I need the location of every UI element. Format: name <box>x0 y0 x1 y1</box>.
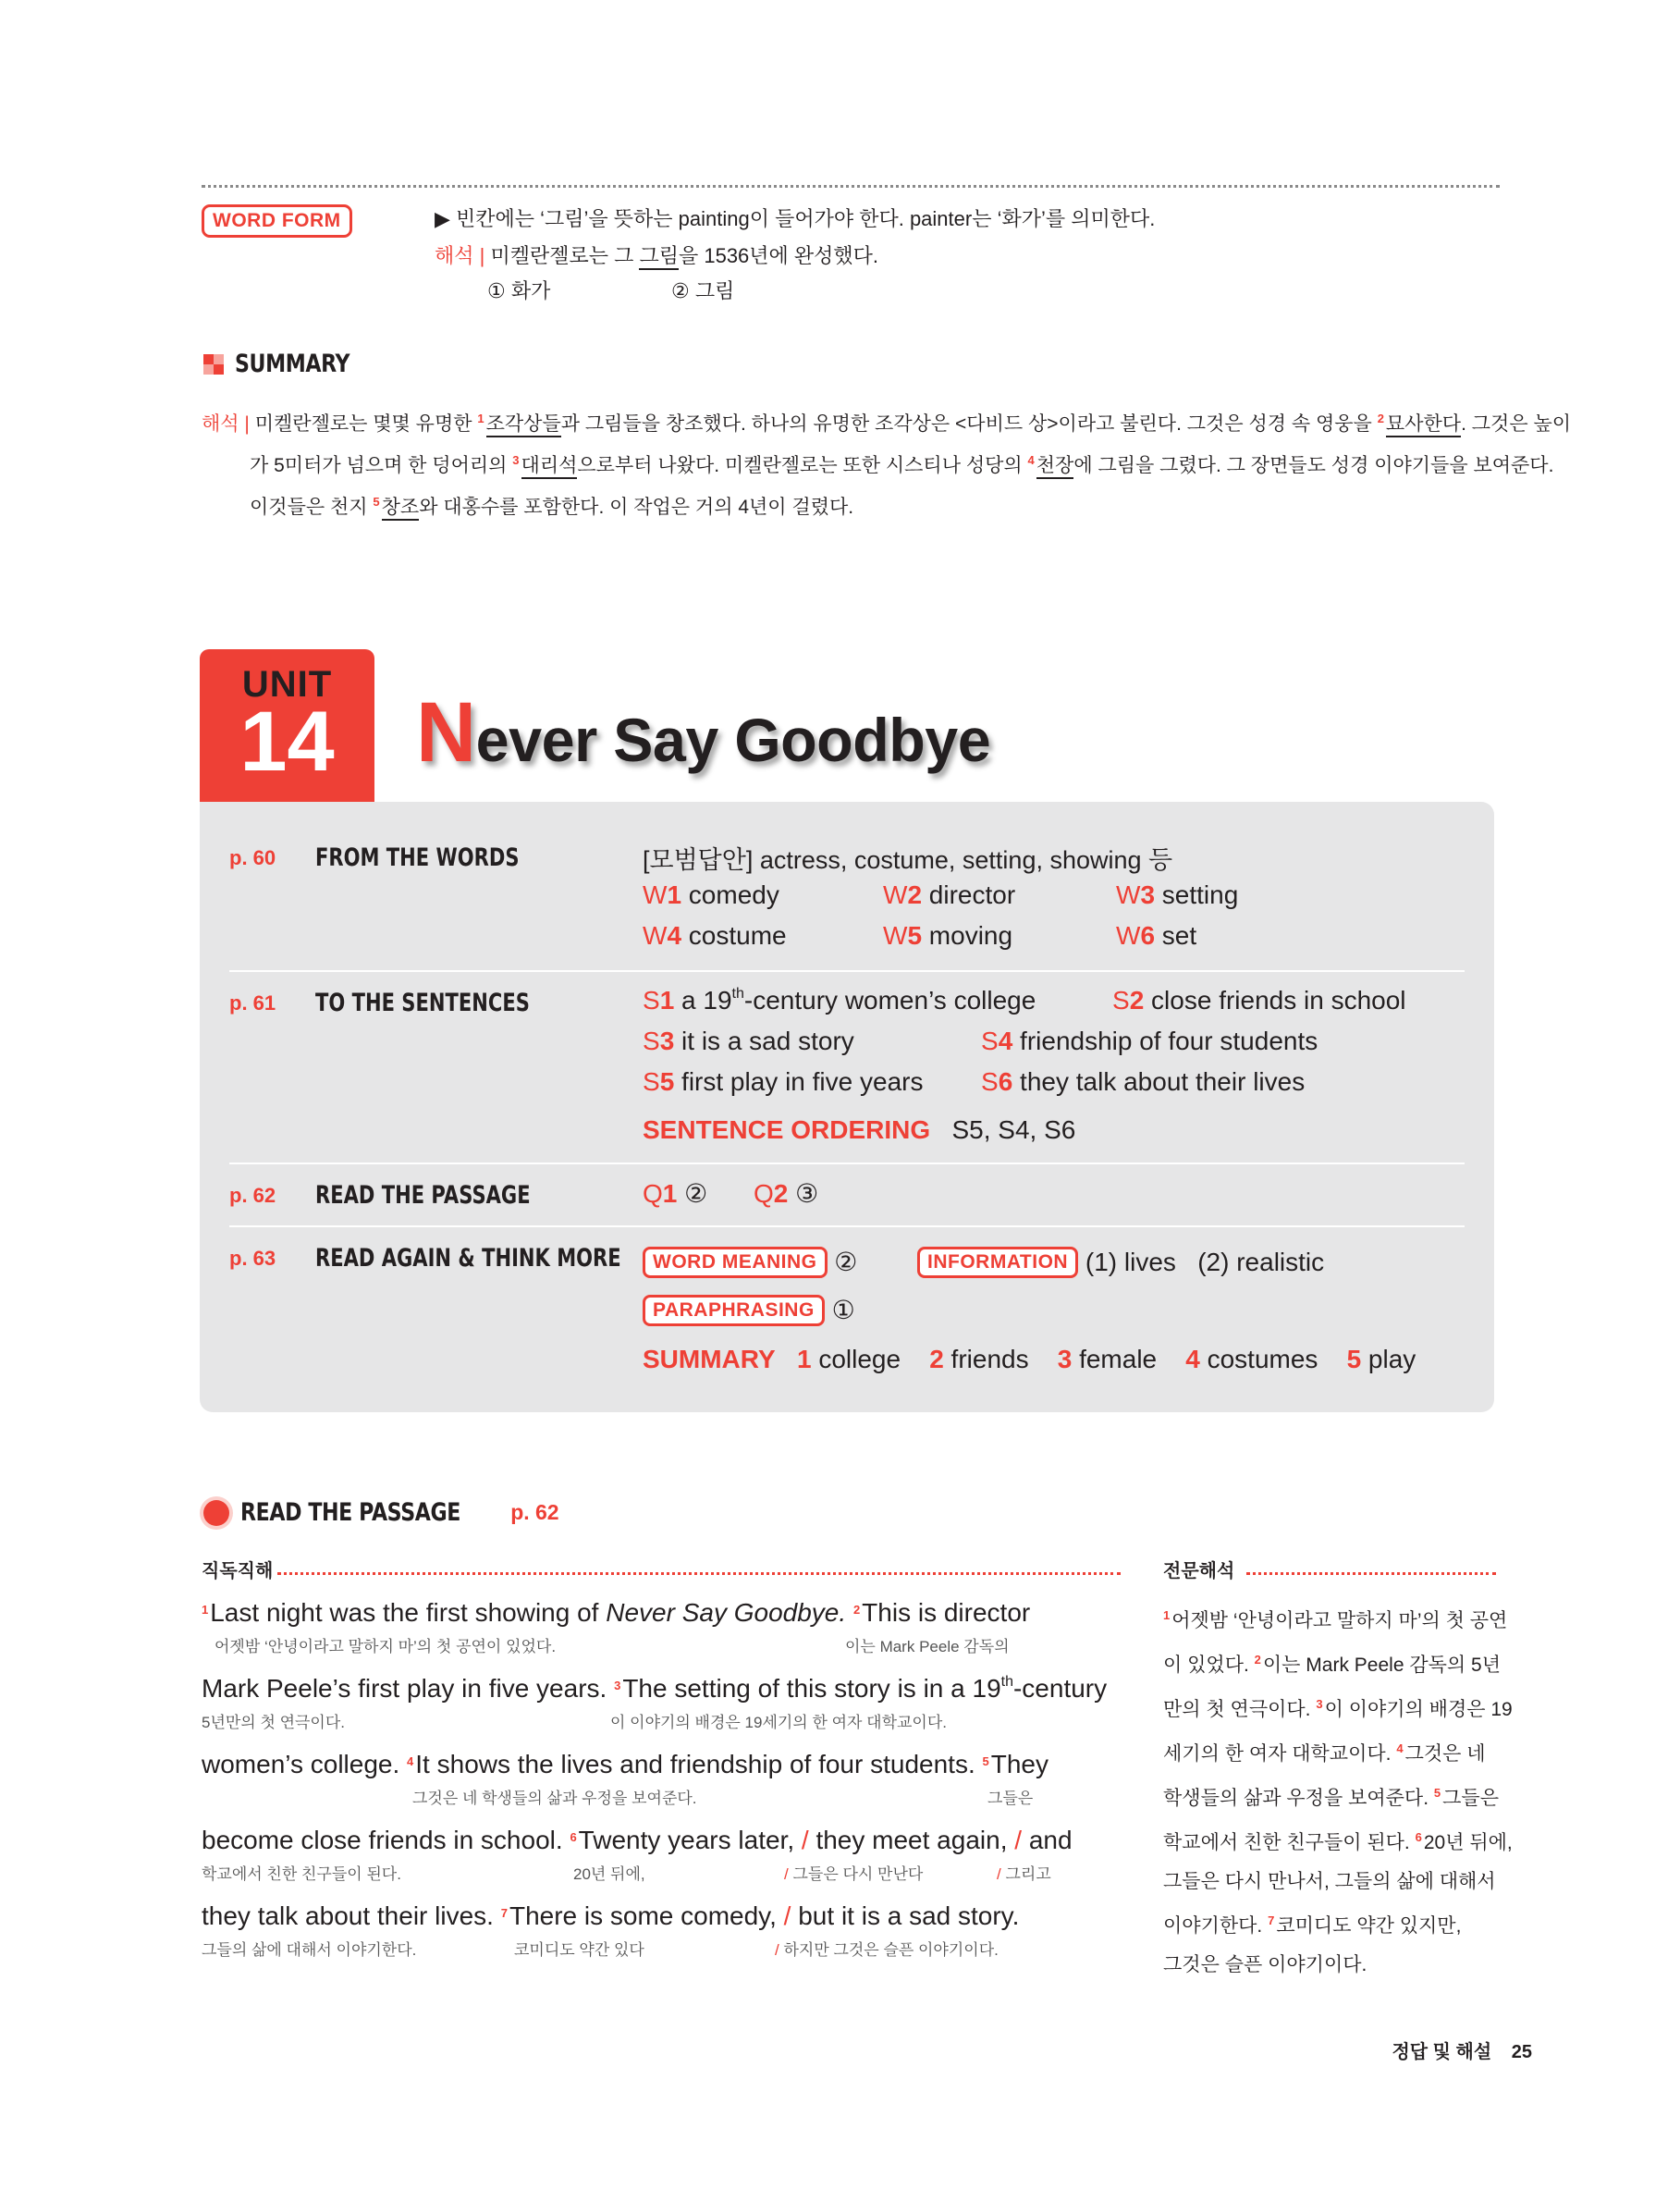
row1-page: p. 60 <box>229 846 276 869</box>
answer-w2: W2 director <box>883 880 1016 909</box>
word-form-section <box>202 204 352 238</box>
word-form-option-1: ① 화가 <box>487 279 551 302</box>
answer-w1: W1 comedy <box>643 880 779 909</box>
word-form-explanation: ▶ 빈칸에는 ‘그림’을 뜻하는 painting이 들어가야 한다. painter는 ‘화가’를 의미한다. <box>435 207 1156 230</box>
passage-line-1: $^1$Last night was the first showing of Never Say Goodbye. $^2$This is director <box>202 1598 1031 1627</box>
paraphrasing-tag: PARAPHRASING <box>643 1295 825 1326</box>
row1-label: FROM THE WORDS <box>315 843 520 872</box>
word-meaning-tag: WORD MEANING <box>643 1247 828 1278</box>
answer-s2: S2 close friends in school <box>1112 986 1406 1015</box>
unit-badge <box>200 649 374 802</box>
gloss: 학교에서 친한 친구들이 된다. <box>202 1865 401 1883</box>
page-footer <box>1392 2036 1532 2063</box>
answer-w5: W5 moving <box>883 921 1013 950</box>
summary-answers: SUMMARY 1 college 2 friends 3 female 4 costumes 5 play <box>643 1345 1416 1373</box>
sentence-ordering: SENTENCE ORDERING S5, S4, S6 <box>643 1115 1076 1144</box>
answer-s3: S3 it is a sad story <box>643 1027 854 1055</box>
passage-line-4: become close friends in school. $^6$Twenty years later, / they meet again, / and <box>202 1826 1073 1854</box>
summary-line-1: 해석 | 미켈란젤로는 몇몇 유명한 $^1$조각상들과 그림들을 창조했다. 하나의 유명한 조각상은 <다비드 상>이라고 불린다. 그것은 성경 속 영웅을 $^2$묘사한다. 그것은 높이 <box>202 400 1505 442</box>
row1-model-answer: [모범답안] actress, costume, setting, showing 등 <box>643 846 1173 874</box>
answer-s4: S4 friendship of four students <box>981 1027 1318 1055</box>
summary-line-3: 이것들은 천지 $^5$창조와 대홍수를 포함한다. 이 작업은 거의 4년이 걸렸다. <box>202 484 1505 525</box>
row3-label: READ THE PASSAGE <box>315 1181 531 1210</box>
full-dots <box>1246 1572 1496 1575</box>
gloss: / 그리고 <box>997 1865 1051 1883</box>
word-form-option-2: ② 그림 <box>671 279 735 302</box>
word-meaning-answer: WORD MEANING ② <box>643 1247 857 1278</box>
gloss: 그들은 <box>987 1790 1034 1807</box>
answer-w3: W3 setting <box>1116 880 1239 909</box>
read-passage-title: READ THE PASSAGE <box>240 1498 460 1527</box>
direct-dots <box>277 1572 1121 1575</box>
summary-squares-icon <box>203 354 224 375</box>
gloss: 어젯밤 ‘안녕이라고 말하지 마’의 첫 공연이 있었다. <box>215 1638 557 1655</box>
paraphrasing-answer: PARAPHRASING ① <box>643 1295 855 1326</box>
row2-page: p. 61 <box>229 991 276 1015</box>
unit-title: Never Say Goodbye <box>416 685 991 780</box>
gloss: 코미디도 약간 있다 <box>514 1941 644 1959</box>
gloss: / 그들은 다시 만난다 <box>784 1865 924 1883</box>
passage-line-2: Mark Peele’s first play in five years. $^3$The setting of this story is in a 19th-century <box>202 1674 1108 1703</box>
read-passage-heading <box>203 1498 559 1527</box>
answer-s6: S6 they talk about their lives <box>981 1067 1306 1096</box>
summary-heading <box>203 350 374 378</box>
gloss: 이는 Mark Peele 감독의 <box>845 1638 1010 1655</box>
word-form-translation: 해석 | 미켈란젤로는 그 그림을 1536년에 완성했다. <box>435 240 878 269</box>
read-passage-page: p. 62 <box>510 1500 559 1524</box>
answer-w4: W4 costume <box>643 921 787 950</box>
summary-line-2: 가 5미터가 넘으며 한 덩어리의 $^3$대리석으로부터 나왔다. 미켈란젤로는 또한 시스티나 성당의 $^4$천장에 그림을 그렸다. 그 장면들도 성경 이야기들을 보여준다. <box>202 442 1505 484</box>
gloss: 이 이야기의 배경은 19세기의 한 여자 대학교이다. <box>610 1714 947 1731</box>
red-dot-icon <box>203 1500 229 1526</box>
gloss: 5년만의 첫 연극이다. <box>202 1714 345 1731</box>
answer-q2: Q2 ③ <box>754 1179 819 1208</box>
footer-label: 정답 및 해설 <box>1392 2042 1492 2062</box>
answer-s1: S1 a 19th-century women’s college <box>643 986 1036 1015</box>
row2-label: TO THE SENTENCES <box>315 989 530 1017</box>
full-translation: $^1$어젯밤 ‘안녕이라고 말하지 마’의 첫 공연 이 있었다. $^2$이는 Mark Peele 감독의 5년 만의 첫 연극이다. $^3$이 이야기의 배경은 19 세기의 한 여자 대학교이다. $^4$그것은 네 학생들의 삶과 우정을 보여준다. $^5$그들은 학교에서 친한 친구들이 된다. $^6$20년 뒤에, 그들은 다시 만나서, 그들의 삶에 대해서 이야기한다. $^7$코미디도 약간 있지만, 그것은 슬픈 이야기이다. <box>1163 1608 1513 1975</box>
row-divider <box>229 1163 1465 1164</box>
unit-number: 14 <box>239 695 335 789</box>
information-tag: INFORMATION <box>917 1247 1078 1278</box>
unit-label: UNIT <box>241 664 333 705</box>
row4-label: READ AGAIN & THINK MORE <box>315 1244 621 1273</box>
full-translation-heading: 전문해석 <box>1163 1561 1235 1581</box>
answer-w6: W6 set <box>1116 921 1197 950</box>
row3-page: p. 62 <box>229 1184 276 1207</box>
gloss: 그것은 네 학생들의 삶과 우정을 보여준다. <box>412 1790 697 1807</box>
summary-title: SUMMARY <box>235 350 350 378</box>
page-number: 25 <box>1511 2042 1532 2062</box>
passage-line-5: they talk about their lives. $^7$There is some comedy, / but it is a sad story. <box>202 1901 1020 1930</box>
gloss: 그들의 삶에 대해서 이야기한다. <box>202 1941 417 1959</box>
direct-translation-heading: 직독직해 <box>202 1561 274 1581</box>
row4-page: p. 63 <box>229 1247 276 1270</box>
passage-line-3: women’s college. $^4$It shows the lives and friendship of four students. $^5$They <box>202 1750 1048 1778</box>
row-divider <box>229 1225 1465 1227</box>
top-divider <box>202 185 1500 188</box>
row-divider <box>229 970 1465 972</box>
summary-text <box>202 400 1572 525</box>
answer-s5: S5 first play in five years <box>643 1067 924 1096</box>
word-form-tag: WORD FORM <box>202 204 352 238</box>
information-answer: INFORMATION (1) lives (2) realistic <box>917 1247 1324 1278</box>
gloss: / 하지만 그것은 슬픈 이야기이다. <box>775 1941 999 1959</box>
gloss: 20년 뒤에, <box>573 1865 645 1883</box>
answer-q1: Q1 ② <box>643 1179 708 1208</box>
